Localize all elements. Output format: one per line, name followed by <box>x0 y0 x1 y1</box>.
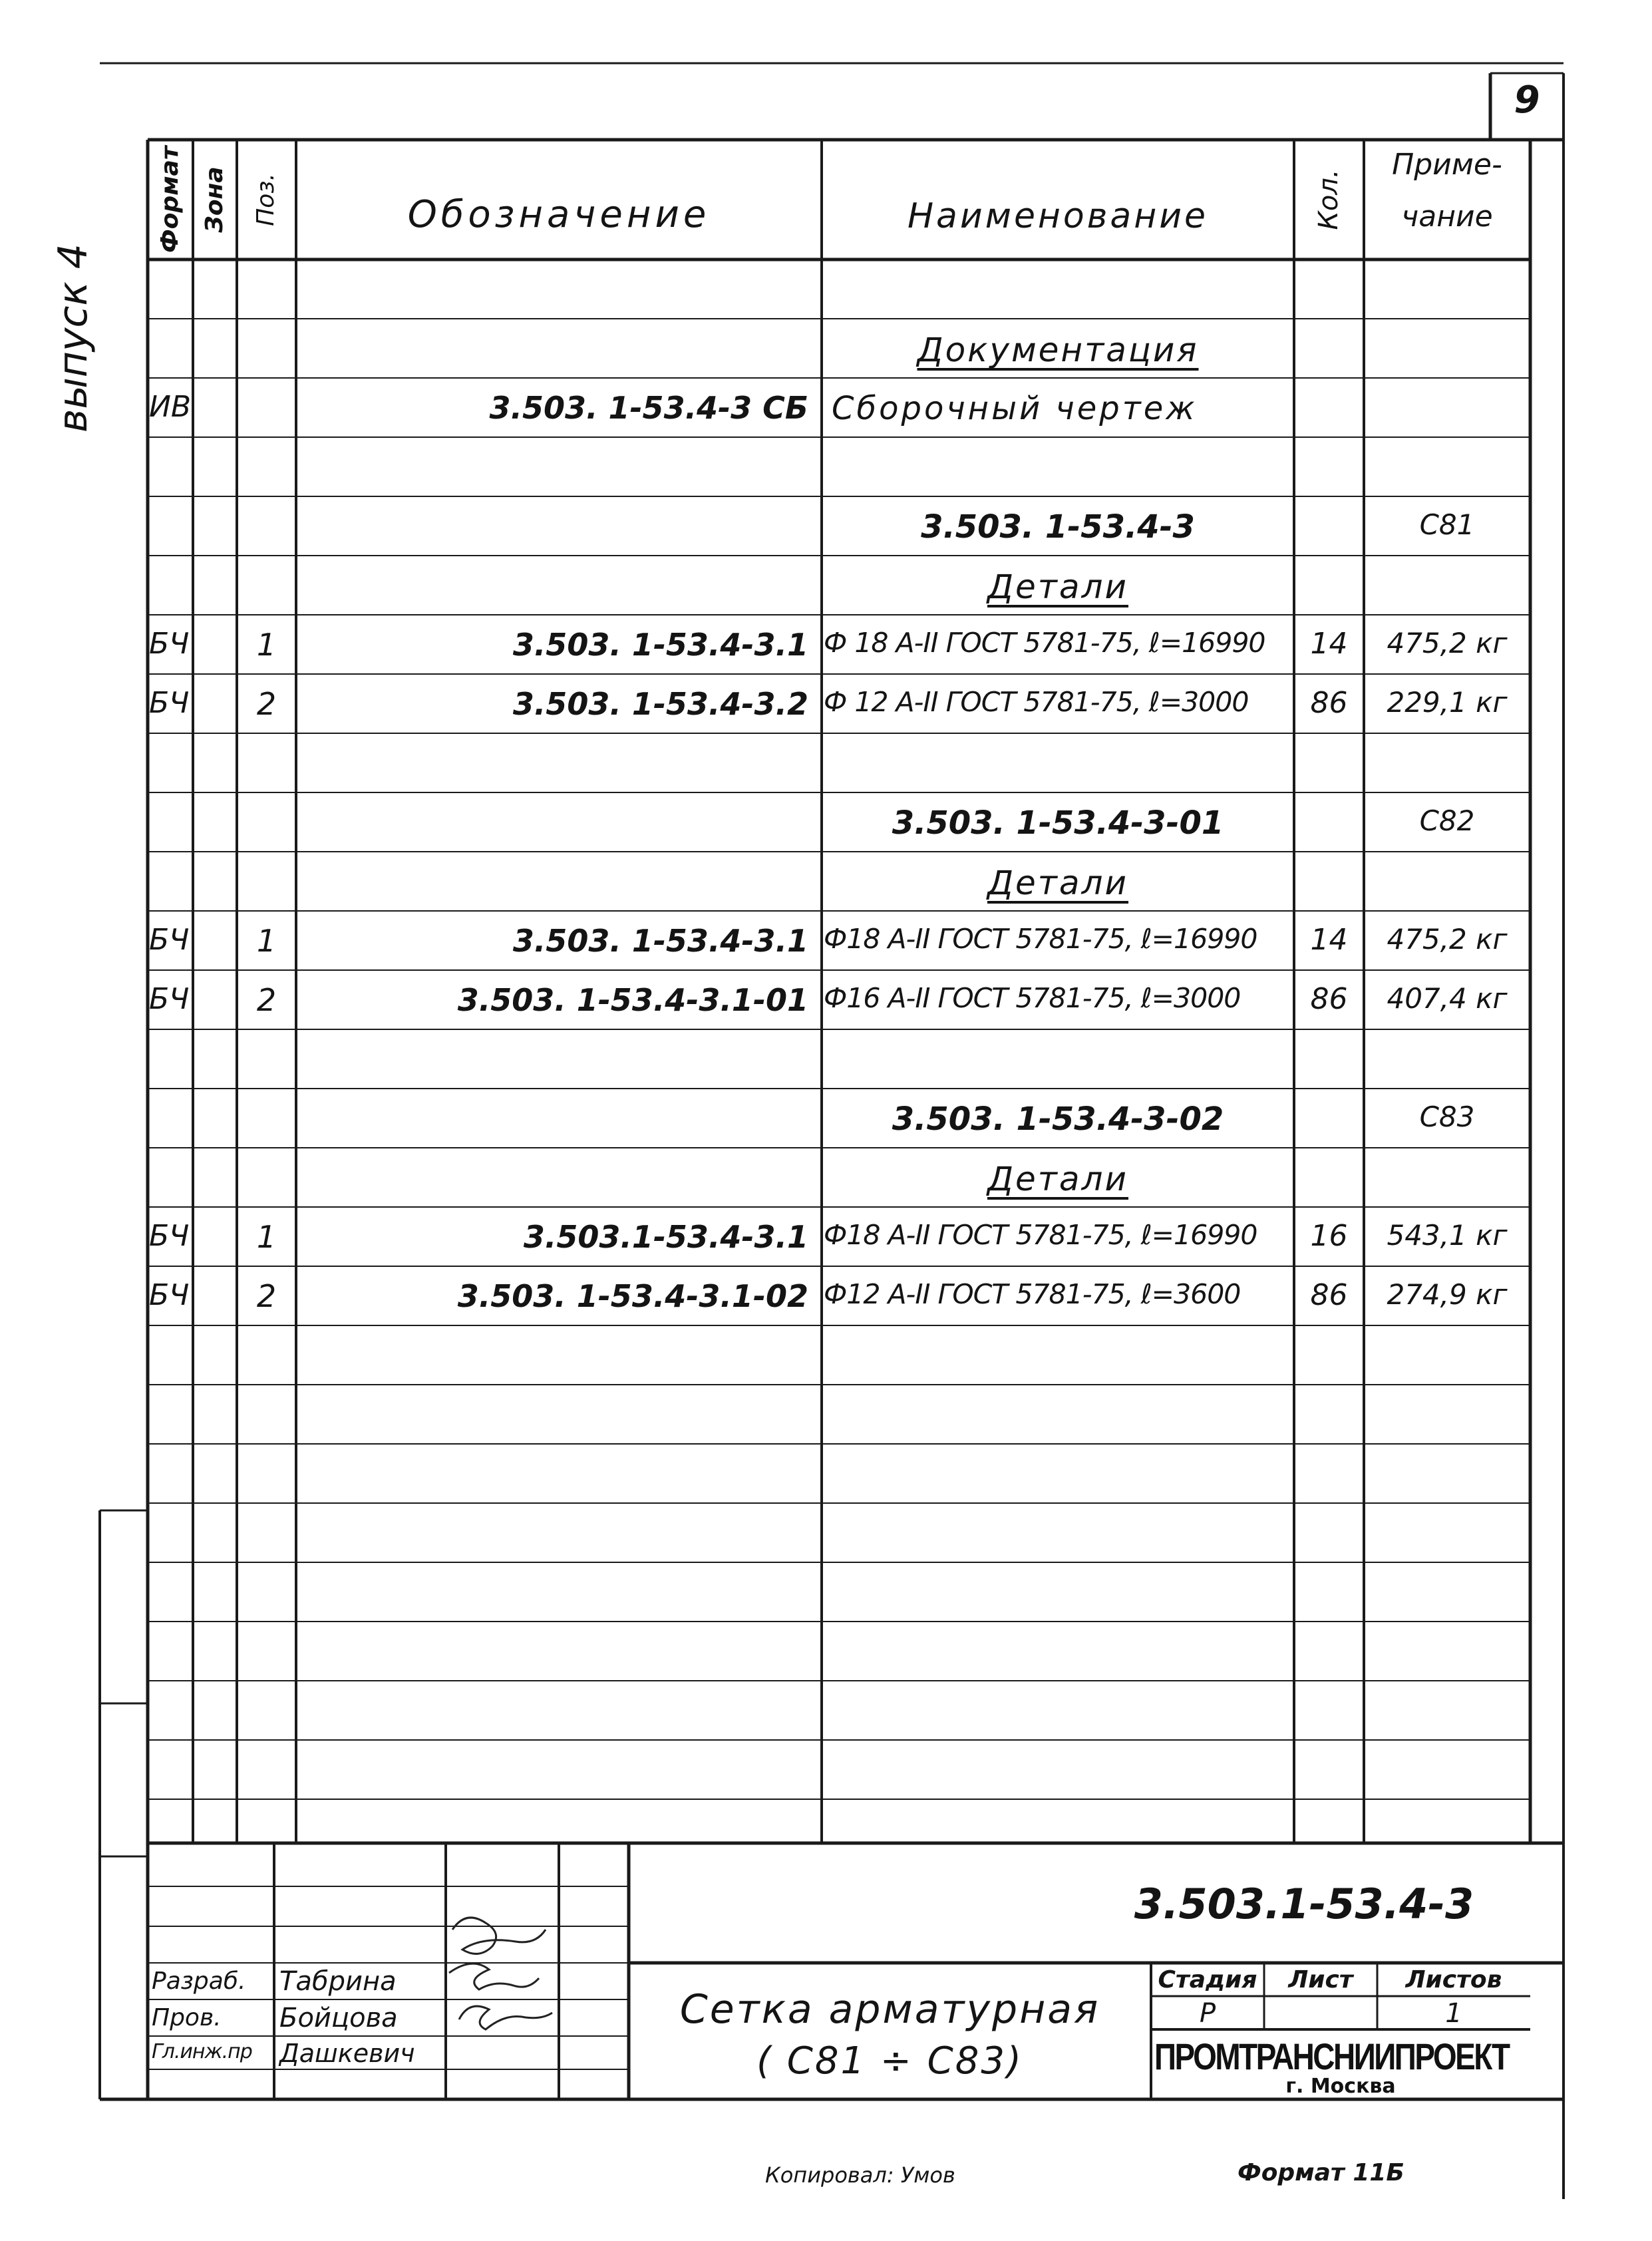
row-name: Ф18 А-II ГОСТ 5781-75, ℓ=16990 <box>824 1219 1257 1251</box>
row-name: 3.503. 1-53.4-3-02 <box>892 1101 1224 1138</box>
row-format: БЧ <box>149 627 190 661</box>
row-designation: 3.503. 1-53.4-3.1 <box>512 627 808 663</box>
row-designation: 3.503. 1-53.4-3.1-02 <box>457 1278 808 1314</box>
row-pos: 2 <box>256 982 277 1018</box>
row-name: Ф12 А-II ГОСТ 5781-75, ℓ=3600 <box>824 1278 1241 1310</box>
row-note: С83 <box>1419 1101 1475 1133</box>
row-qty: 14 <box>1310 627 1348 661</box>
title-line-1: Сетка арматурная <box>679 1986 1100 2033</box>
row-note: 543,1 кг <box>1387 1219 1508 1252</box>
row-designation: 3.503. 1-53.4-3.2 <box>512 686 808 722</box>
row-designation: 3.503. 1-53.4-3.1-01 <box>457 982 808 1018</box>
row-note: 229,1 кг <box>1387 686 1508 719</box>
row-name: Ф18 А-II ГОСТ 5781-75, ℓ=16990 <box>824 923 1257 955</box>
header-name: Наименование <box>907 196 1209 236</box>
row-name: Документация <box>917 331 1199 369</box>
row-name: Ф 12 А-II ГОСТ 5781-75, ℓ=3000 <box>824 686 1249 718</box>
row-pos: 1 <box>256 1219 277 1255</box>
title-line-2: ( С81 ÷ С83) <box>756 2039 1023 2083</box>
row-format: БЧ <box>149 1278 190 1312</box>
row-note: 475,2 кг <box>1387 923 1508 955</box>
row-format: ИВ <box>149 390 192 424</box>
sheet-number: 9 <box>1514 79 1540 122</box>
sheets-value: 1 <box>1445 1998 1462 2029</box>
row-qty: 86 <box>1310 686 1348 720</box>
footer-copied: Копировал: Умов <box>765 2162 955 2188</box>
name-checker: Бойцова <box>279 2003 398 2033</box>
row-note: 475,2 кг <box>1387 627 1508 659</box>
row-name: Ф16 А-II ГОСТ 5781-75, ℓ=3000 <box>824 982 1241 1014</box>
row-pos: 1 <box>256 923 277 959</box>
footer-format: Формат 11Б <box>1238 2159 1404 2186</box>
sheet-label: Лист <box>1288 1966 1353 1993</box>
row-format: БЧ <box>149 982 190 1016</box>
sheets-label: Листов <box>1405 1966 1502 1993</box>
series-label: выпуск 4 <box>50 244 96 432</box>
row-format: БЧ <box>149 923 190 957</box>
row-qty: 16 <box>1310 1219 1348 1253</box>
row-pos: 2 <box>256 1278 277 1314</box>
organization-city: г. Москва <box>1285 2075 1396 2098</box>
row-name: Детали <box>987 1160 1129 1198</box>
row-name: Ф 18 А-II ГОСТ 5781-75, ℓ=16990 <box>824 627 1265 659</box>
header-note-1: Приме- <box>1392 148 1502 182</box>
stage-label: Стадия <box>1158 1966 1257 1993</box>
organization-name: ПРОМТРАНСНИИПРОЕКТ <box>1154 2035 1509 2077</box>
row-format: БЧ <box>149 1219 190 1253</box>
row-name: Детали <box>987 568 1129 606</box>
header-designation: Обозначение <box>407 193 711 236</box>
header-qty: Кол. <box>1313 169 1344 230</box>
row-qty: 86 <box>1310 1278 1348 1312</box>
title-doc-code: 3.503.1-53.4-3 <box>1134 1880 1474 1928</box>
row-name: Сборочный чертеж <box>832 390 1198 427</box>
row-qty: 86 <box>1310 982 1348 1016</box>
role-checker: Пров. <box>152 2004 222 2031</box>
header-format: Формат <box>156 146 184 253</box>
role-developer: Разраб. <box>152 1968 246 1995</box>
row-note: 407,4 кг <box>1387 982 1508 1015</box>
role-chief-engineer: Гл.инж.пр <box>152 2040 252 2063</box>
signatures <box>449 1918 552 2029</box>
row-note: С82 <box>1419 804 1475 837</box>
row-format: БЧ <box>149 686 190 720</box>
header-note-2: чание <box>1401 200 1493 234</box>
row-name: 3.503. 1-53.4-3-01 <box>892 804 1224 842</box>
row-name: 3.503. 1-53.4-3 <box>921 508 1195 546</box>
row-pos: 2 <box>256 686 277 722</box>
row-designation: 3.503. 1-53.4-3.1 <box>512 923 808 959</box>
row-note: С81 <box>1419 508 1475 541</box>
header-zone: Зона <box>201 166 228 233</box>
row-designation: 3.503.1-53.4-3.1 <box>523 1219 808 1255</box>
row-name: Детали <box>987 864 1129 902</box>
row-pos: 1 <box>256 627 277 663</box>
row-designation: 3.503. 1-53.4-3 СБ <box>489 390 808 426</box>
stage-value: Р <box>1199 1998 1216 2029</box>
row-qty: 14 <box>1310 923 1348 957</box>
name-developer: Табрина <box>279 1966 397 1997</box>
header-pos: Поз. <box>252 173 279 226</box>
row-note: 274,9 кг <box>1387 1278 1508 1311</box>
name-chief-engineer: Дашкевич <box>279 2039 415 2068</box>
